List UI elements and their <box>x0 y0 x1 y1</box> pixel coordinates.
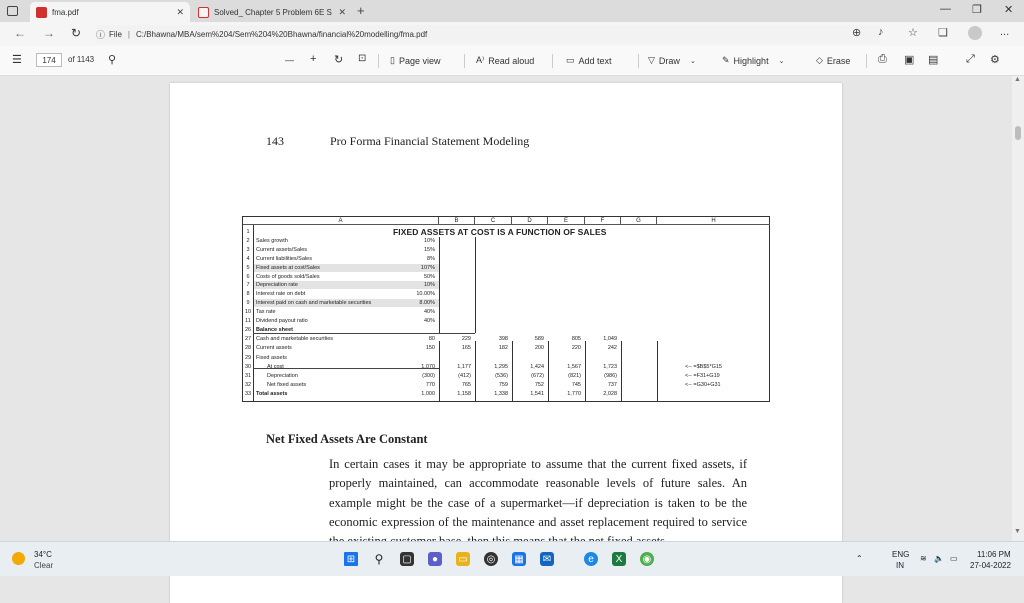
rotate-icon[interactable]: ↻ <box>334 54 344 66</box>
expand-icon[interactable]: ⤢ <box>966 53 975 65</box>
erase-button[interactable] <box>816 55 850 66</box>
zoom-icon[interactable]: ⊕ <box>852 27 862 39</box>
bs-value: (986) <box>604 373 617 379</box>
formula-note: <-- =G30+G31 <box>685 382 721 388</box>
bs-label: Current assets <box>256 345 292 351</box>
bs-value: 1,177 <box>457 364 471 370</box>
language-code[interactable]: ENG <box>892 550 910 559</box>
bs-value: 1,295 <box>494 364 508 370</box>
row-number: 31 <box>244 373 252 379</box>
draw-label: Draw <box>658 55 680 66</box>
row-number: 26 <box>244 327 252 333</box>
formula-note: <-- =$B$5*G15 <box>685 364 722 370</box>
column-header: A <box>243 217 439 225</box>
close-tab-icon[interactable]: ✕ <box>338 6 346 17</box>
param-label: Interest rate on debt <box>256 291 306 297</box>
param-label: Depreciation rate <box>256 282 298 288</box>
tab-fma-pdf[interactable] <box>30 2 190 22</box>
tab-solved-chapter[interactable] <box>192 2 352 22</box>
value-column-divider <box>512 341 513 401</box>
bs-value: (300) <box>422 373 435 379</box>
chrome-icon[interactable]: ◎ <box>484 552 498 566</box>
bs-label: Net fixed assets <box>267 382 307 388</box>
url-text: C:/Bhawna/MBA/sem%204/Sem%204%20Bhawna/financial%20modelling/fma.pdf <box>135 29 428 39</box>
bs-value: 805 <box>571 336 581 342</box>
bs-label: Depreciation <box>267 373 298 379</box>
param-value: 50% <box>423 274 435 280</box>
bs-value: 759 <box>498 382 508 388</box>
scroll-thumb[interactable] <box>1015 126 1021 140</box>
erase-label: Erase <box>826 55 851 66</box>
row-number: 3 <box>246 247 250 253</box>
column-header: G <box>621 217 657 225</box>
param-value: 10% <box>423 238 435 244</box>
minimize-icon[interactable]: — <box>940 3 951 15</box>
save-as-icon[interactable]: ▤ <box>928 54 939 66</box>
pdf-favicon-icon <box>36 7 47 18</box>
sound-icon[interactable]: ♪ <box>878 26 884 38</box>
new-tab-button[interactable]: + <box>357 3 365 18</box>
more-menu-icon[interactable]: ... <box>1000 26 1010 38</box>
value-column-divider <box>585 341 586 401</box>
chevron-down-icon: ⌄ <box>778 57 785 65</box>
page-favicon-icon <box>198 7 209 18</box>
param-label: Costs of goods sold/Sales <box>256 274 320 280</box>
language-region[interactable]: IN <box>896 561 904 570</box>
bs-value: 242 <box>607 345 617 351</box>
row-number: 11 <box>245 318 251 324</box>
body-paragraph: In certain cases it may be appropriate to assume that the current fixed assets, if properly maintained, can accommodate reasonable levels of future sales. An example might be the case of a supermarket—if depreciation is taken to be the economic expression of the maintenance and asset replacement required to service <box>329 457 747 529</box>
bs-value: 1,070 <box>421 364 435 370</box>
param-value: 8.00% <box>419 300 435 306</box>
save-icon[interactable]: ▣ <box>904 54 915 66</box>
row-number: 30 <box>244 364 252 370</box>
bs-label: Balance sheet <box>256 327 293 333</box>
row-number: 27 <box>244 336 252 342</box>
sheet-title: FIXED ASSETS AT COST IS A FUNCTION OF SALES <box>393 227 607 237</box>
value-column-divider <box>621 341 622 401</box>
tab-title: fma.pdf <box>52 7 79 17</box>
bs-value: (412) <box>458 373 471 379</box>
param-label: Dividend payout ratio <box>256 318 308 324</box>
address-bar <box>0 22 1024 46</box>
bs-value: 1,424 <box>530 364 544 370</box>
highlight-label: Highlight <box>733 55 769 66</box>
param-value: 8% <box>427 256 435 262</box>
bs-value: 1,567 <box>567 364 581 370</box>
bs-value: 1,723 <box>603 364 617 370</box>
refresh-icon[interactable]: ↻ <box>71 26 82 40</box>
row-number: 33 <box>244 391 252 397</box>
page-total: of 1143 <box>68 55 95 64</box>
read-aloud-button[interactable] <box>476 55 534 66</box>
forward-icon[interactable]: → <box>43 26 55 40</box>
tab-strip <box>0 0 1024 22</box>
url-separator: | <box>127 29 130 39</box>
divider <box>552 54 553 68</box>
column-header: D <box>512 217 548 225</box>
scroll-down-icon[interactable]: ▼ <box>1014 528 1021 535</box>
bs-value: 229 <box>461 336 471 342</box>
draw-button[interactable] <box>648 55 696 66</box>
param-value: 15% <box>423 247 435 253</box>
mail-icon[interactable]: ✉ <box>540 552 554 566</box>
page-number: 143 <box>266 134 284 148</box>
search-icon[interactable]: ⚲ <box>108 54 117 66</box>
tab-actions-icon[interactable] <box>7 6 18 16</box>
running-head: Pro Forma Financial Statement Modeling <box>330 134 530 148</box>
bs-value: (536) <box>495 373 508 379</box>
bs-value: 770 <box>425 382 435 388</box>
column-header: B <box>439 217 475 225</box>
back-icon[interactable]: ← <box>14 26 26 40</box>
row-number-divider <box>253 225 254 401</box>
page-number-input[interactable]: 174 <box>36 53 62 67</box>
close-window-icon[interactable]: ✕ <box>1004 4 1014 16</box>
print-icon[interactable]: ⎙ <box>878 53 887 65</box>
fit-page-icon[interactable]: ⊡ <box>358 53 367 64</box>
profile-avatar[interactable] <box>968 26 982 40</box>
bs-label: At cost <box>267 364 284 370</box>
bs-value: 1,770 <box>567 391 581 397</box>
param-value: 40% <box>423 318 435 324</box>
favorites-icon[interactable]: ☆ <box>908 27 918 39</box>
row-number: 2 <box>246 238 250 244</box>
page-view-icon: ▯ <box>390 55 395 65</box>
row-number: 1 <box>246 229 250 235</box>
page-view-label: Page view <box>398 55 441 66</box>
excel-icon[interactable]: X <box>612 552 626 566</box>
divider <box>378 54 379 68</box>
row-number: 10 <box>244 309 252 315</box>
bs-value: 1,338 <box>494 391 508 397</box>
row-number: 32 <box>244 382 252 388</box>
divider <box>638 54 639 68</box>
chrome-browser-icon[interactable]: ◉ <box>640 552 654 566</box>
zoom-in-button[interactable]: + <box>310 53 317 65</box>
read-aloud-label: Read aloud <box>488 55 535 66</box>
highlight-button[interactable] <box>722 55 784 66</box>
value-column-divider <box>475 341 476 401</box>
volume-icon[interactable]: 🔈 <box>934 554 944 563</box>
column-header: C <box>475 217 512 225</box>
column-header: E <box>548 217 585 225</box>
store-icon[interactable]: ▦ <box>512 552 526 566</box>
page-view-button[interactable] <box>390 55 440 66</box>
bs-value: 220 <box>571 345 581 351</box>
wifi-icon[interactable]: ≋ <box>920 554 927 563</box>
row-number: 9 <box>246 300 250 306</box>
collections-icon[interactable]: ❏ <box>938 27 948 39</box>
param-label: Current liabilities/Sales <box>256 256 312 262</box>
bs-value: 1,049 <box>603 336 617 342</box>
row-number: 5 <box>246 265 250 271</box>
param-label: Fixed assets at cost/Sales <box>256 265 320 271</box>
value-column-divider <box>657 341 658 401</box>
bs-value: 745 <box>571 382 581 388</box>
row-number: 8 <box>246 291 250 297</box>
chevron-up-icon[interactable]: ⌃ <box>856 554 863 563</box>
row-number: 4 <box>246 256 250 262</box>
bs-value: 2,028 <box>603 391 617 397</box>
add-text-button[interactable] <box>566 55 612 66</box>
bs-value: 1,541 <box>530 391 544 397</box>
clock-time[interactable]: 11:06 PM <box>977 550 1011 559</box>
weather-moon-icon[interactable] <box>12 552 25 565</box>
pdf-toolbar <box>0 46 1024 76</box>
value-column-divider <box>439 341 440 401</box>
bs-value: 752 <box>534 382 544 388</box>
bs-label: Fixed assets <box>256 355 287 361</box>
clock-date[interactable]: 27-04-2022 <box>970 561 1011 570</box>
teams-icon[interactable]: ● <box>428 552 442 566</box>
weather-temperature[interactable]: 34°C <box>34 550 52 559</box>
add-text-label: Add text <box>578 55 612 66</box>
param-value: 10.00% <box>416 291 435 297</box>
weather-condition[interactable]: Clear <box>34 561 54 570</box>
chevron-down-icon: ⌄ <box>689 57 696 65</box>
url-scheme-label: File <box>109 29 122 39</box>
close-tab-icon[interactable]: ✕ <box>176 6 184 17</box>
info-icon[interactable]: ⓘ <box>96 29 106 40</box>
read-aloud-icon: A⁾ <box>476 55 485 65</box>
row-number: 28 <box>244 345 252 351</box>
start-icon[interactable]: ⊞ <box>344 552 358 566</box>
bs-value: 165 <box>461 345 471 351</box>
restore-icon[interactable]: ❐ <box>972 4 982 16</box>
column-header: H <box>657 217 770 225</box>
bs-value: 200 <box>534 345 544 351</box>
bs-value: 1,000 <box>421 391 435 397</box>
param-column-divider <box>475 237 476 333</box>
eraser-icon: ◇ <box>816 55 823 65</box>
bs-label: Cash and marketable securities <box>256 336 334 342</box>
section-heading: Net Fixed Assets Are Constant <box>266 432 428 446</box>
bs-value: 398 <box>498 336 508 342</box>
formula-note: <-- =F31+G19 <box>685 373 720 379</box>
divider <box>464 54 465 68</box>
row-number: 29 <box>244 355 252 361</box>
settings-gear-icon[interactable]: ⚙ <box>990 54 1000 66</box>
search-icon[interactable]: ⚲ <box>374 552 384 566</box>
bs-value: (821) <box>568 373 581 379</box>
spreadsheet-figure <box>242 216 770 402</box>
tab-title: Solved_ Chapter 5 Problem 6E S <box>214 7 332 17</box>
param-label: Interest paid on cash and marketable securities <box>256 300 372 306</box>
pdf-page <box>170 83 842 603</box>
param-value: 40% <box>423 309 435 315</box>
add-text-icon: ▭ <box>566 55 575 65</box>
draw-icon: ▽ <box>648 55 655 65</box>
vertical-scrollbar[interactable] <box>1012 76 1024 541</box>
highlight-icon: ✎ <box>722 55 730 65</box>
document-viewport[interactable] <box>0 76 1024 541</box>
divider <box>866 54 867 68</box>
bs-value: 737 <box>607 382 617 388</box>
bs-value: (672) <box>531 373 544 379</box>
bs-value: 150 <box>425 345 435 351</box>
param-value: 10% <box>423 282 435 288</box>
bs-value: 765 <box>461 382 471 388</box>
param-value: 107% <box>420 265 435 271</box>
column-header: F <box>585 217 621 225</box>
zoom-out-button[interactable]: — <box>285 55 294 65</box>
bs-value: 589 <box>534 336 544 342</box>
param-label: Tax rate <box>256 309 276 315</box>
file-explorer-icon[interactable]: ▭ <box>456 552 470 566</box>
param-column-divider <box>439 237 440 333</box>
section-divider <box>253 333 475 334</box>
value-column-divider <box>548 341 549 401</box>
bs-value: 1,158 <box>457 391 471 397</box>
task-view-icon[interactable]: ▢ <box>400 552 414 566</box>
contents-icon[interactable]: ☰ <box>12 54 22 66</box>
scroll-up-icon[interactable]: ▲ <box>1014 76 1021 83</box>
edge-icon[interactable]: e <box>584 552 598 566</box>
row-number: 6 <box>246 274 250 280</box>
battery-icon[interactable]: ▭ <box>950 554 958 563</box>
param-label: Sales growth <box>256 238 288 244</box>
param-label: Current assets/Sales <box>256 247 308 253</box>
bs-value: 182 <box>498 345 508 351</box>
url-field[interactable] <box>96 25 880 43</box>
bs-value: 80 <box>428 336 435 342</box>
bs-label: Total assets <box>256 391 288 397</box>
row-number: 7 <box>246 282 250 288</box>
taskbar <box>0 541 1024 576</box>
